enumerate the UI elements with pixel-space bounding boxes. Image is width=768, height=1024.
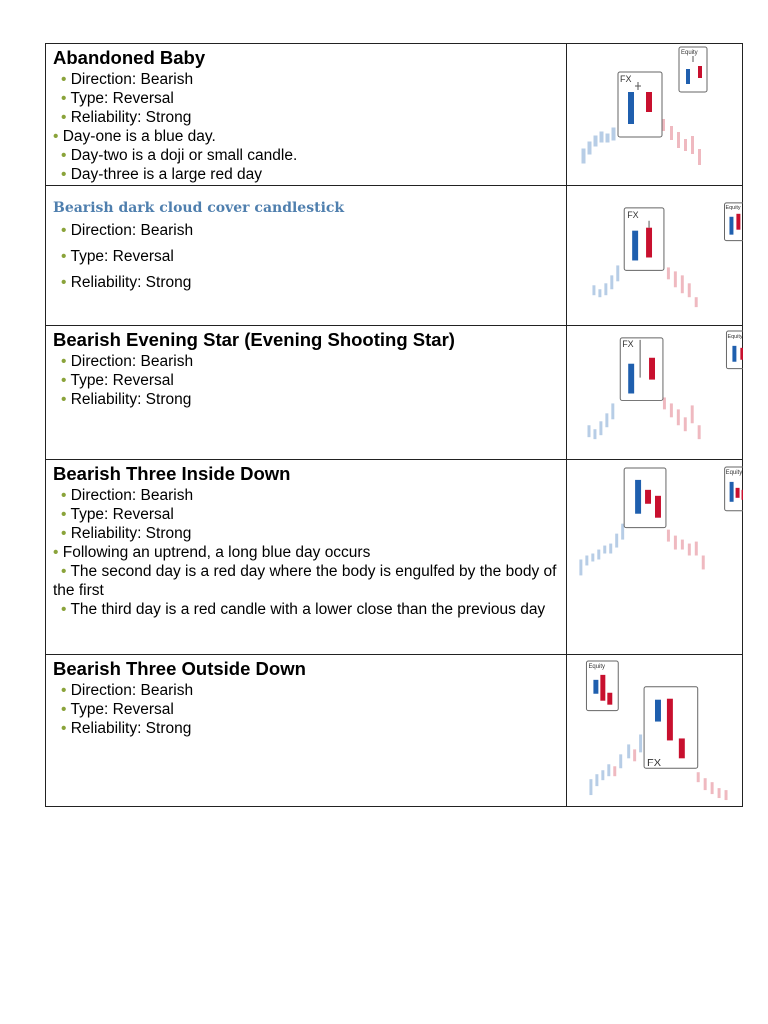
list-item: • Day-two is a doji or small candle. — [61, 147, 298, 164]
list-item: • The second day is a red day where the body is engulfed by the body of the first — [53, 563, 557, 599]
pattern-title: Bearish Three Outside Down — [53, 658, 306, 679]
pattern-description — [46, 44, 567, 185]
red-candle — [645, 490, 651, 504]
blue-candle — [635, 480, 641, 514]
list-item: • Type: Reversal — [61, 90, 174, 107]
equity-label: Equity — [725, 204, 741, 211]
red-candle — [667, 699, 673, 741]
pattern-description — [46, 460, 567, 654]
list-item: • Direction: Bearish — [61, 682, 194, 699]
list-item: • Reliability: Strong — [61, 525, 192, 542]
fx-label: FX — [647, 757, 661, 770]
table-row — [46, 654, 742, 806]
pattern-table — [45, 43, 743, 807]
pattern-description — [46, 326, 567, 459]
red-candle — [655, 496, 661, 518]
red-candle — [646, 92, 652, 112]
pattern-chart-image — [567, 655, 743, 806]
blue-candle — [628, 364, 634, 394]
table-row — [46, 44, 742, 185]
candlestick-illustration — [567, 655, 743, 806]
red-candle — [679, 738, 685, 758]
list-item: • Day-three is a large red day — [61, 166, 262, 183]
candlestick-illustration — [567, 44, 743, 185]
list-item: • Type: Reversal — [61, 701, 174, 718]
pattern-chart-image — [567, 44, 743, 185]
pattern-title: Bearish Three Inside Down — [53, 463, 291, 484]
pattern-chart-image — [567, 326, 743, 459]
candlestick-illustration — [567, 186, 743, 325]
list-item: • Type: Reversal — [61, 248, 174, 265]
fx-label: FX — [622, 338, 634, 349]
list-item: • Reliability: Strong — [61, 720, 192, 737]
faded-candles — [582, 128, 615, 163]
candlestick-illustration — [567, 460, 743, 654]
fx-label: FX — [620, 74, 632, 84]
table-row — [46, 325, 742, 459]
list-item: • Reliability: Strong — [61, 109, 192, 126]
list-item: • Day-one is a blue day. — [53, 128, 216, 145]
pattern-title: Bearish Evening Star (Evening Shooting Star) — [53, 329, 455, 350]
list-item: • Type: Reversal — [61, 372, 174, 389]
red-candle — [649, 358, 655, 380]
list-item: • Reliability: Strong — [61, 274, 192, 291]
list-item: • Following an uptrend, a long blue day occurs — [53, 544, 371, 561]
equity-label: Equity — [725, 469, 743, 476]
list-item: • The third day is a red candle with a lower close than the previous day — [61, 601, 546, 618]
table-row — [46, 185, 742, 325]
equity-label: Equity — [727, 333, 743, 340]
list-item: • Reliability: Strong — [61, 391, 192, 408]
pattern-description — [46, 655, 567, 806]
list-item: • Direction: Bearish — [61, 487, 194, 504]
fx-label: FX — [627, 209, 639, 220]
blue-candle — [655, 700, 661, 722]
list-item: • Direction: Bearish — [61, 71, 194, 88]
pattern-title: Bearish dark cloud cover candlestick — [53, 200, 345, 216]
list-item: • Type: Reversal — [61, 506, 174, 523]
pattern-chart-image — [567, 186, 743, 325]
list-item: • Direction: Bearish — [61, 222, 194, 239]
equity-label: Equity — [588, 663, 605, 670]
red-candle — [646, 228, 652, 258]
pattern-chart-image — [567, 460, 743, 654]
equity-label: Equity — [681, 50, 698, 56]
blue-candle — [632, 231, 638, 261]
table-row — [46, 459, 742, 654]
blue-candle — [628, 92, 634, 124]
candlestick-illustration — [567, 326, 743, 459]
list-item: • Direction: Bearish — [61, 353, 194, 370]
pattern-description — [46, 186, 567, 325]
pattern-title: Abandoned Baby — [53, 47, 206, 68]
